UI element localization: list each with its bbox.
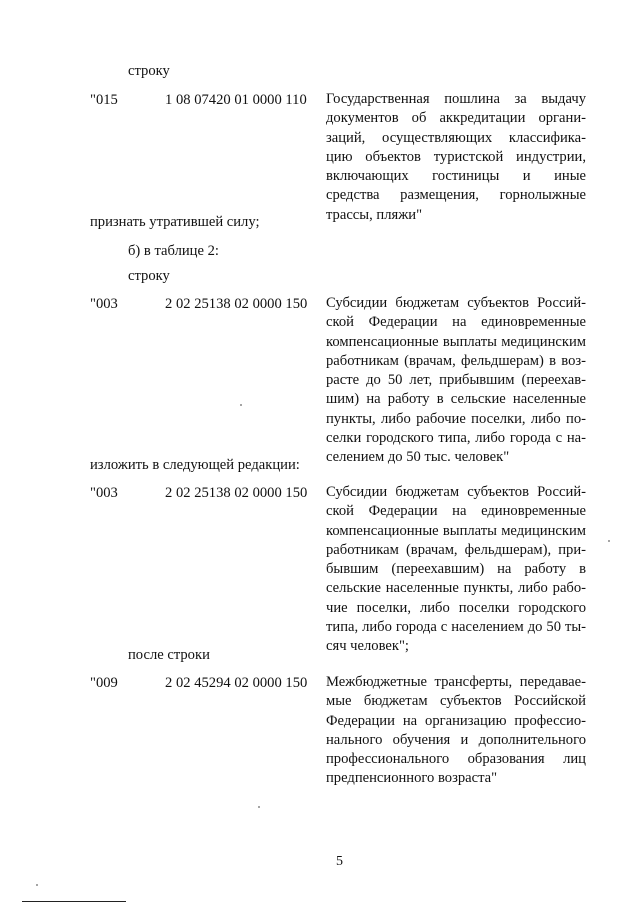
desc-line: Субсидии бюджетам субъектов Россий- bbox=[326, 484, 586, 500]
desc-line: чие поселки, либо поселки городского bbox=[326, 599, 586, 616]
desc-line: компенсационные выплаты медицинским bbox=[326, 522, 586, 539]
row-description bbox=[326, 483, 586, 657]
b-table2-text: б) в таблице 2: bbox=[128, 243, 219, 259]
footer-rule bbox=[22, 901, 126, 902]
desc-line: предпенсионного возраста" bbox=[326, 770, 498, 787]
desc-line: Межбюджетные трансферты, передавае- bbox=[326, 674, 586, 690]
scan-speck bbox=[36, 884, 38, 886]
row-description bbox=[326, 294, 586, 468]
row-kbk: 2 02 25138 02 0000 150 bbox=[165, 485, 308, 501]
desc-line: шим) на работу в сельские населенные bbox=[326, 391, 586, 408]
desc-line: Государственная пошлина за выдачу bbox=[326, 91, 586, 107]
desc-line: Субсидии бюджетам субъектов Россий- bbox=[326, 295, 586, 311]
desc-line: ской Федерации на единовременные bbox=[326, 314, 586, 331]
row-kbk: 2 02 25138 02 0000 150 bbox=[165, 296, 308, 312]
desc-line: заций, осуществляющих классифика- bbox=[326, 129, 586, 146]
desc-line: Федерации на организацию профессио- bbox=[326, 712, 586, 729]
desc-line: типа, либо города с населением до 50 ты- bbox=[326, 619, 586, 636]
row-code: "015 bbox=[90, 92, 118, 108]
desc-line: трассы, пляжи" bbox=[326, 206, 423, 223]
desc-line: селки городского типа, либо города с на- bbox=[326, 430, 586, 447]
desc-line: документов об аккредитации органи- bbox=[326, 110, 586, 127]
desc-line: ской Федерации на единовременные bbox=[326, 503, 586, 520]
scan-speck bbox=[240, 404, 242, 406]
desc-line: сельские населенные пункты, либо рабо- bbox=[326, 580, 586, 597]
desc-line: селением до 50 тыс. человек" bbox=[326, 449, 510, 466]
desc-line: нального обучения и дополнительного bbox=[326, 731, 586, 748]
desc-line: компенсационные выплаты медицинским bbox=[326, 333, 586, 350]
row-code: "003 bbox=[90, 296, 118, 312]
stroku-text: строку bbox=[128, 268, 170, 284]
row-kbk: 2 02 45294 02 0000 150 bbox=[165, 675, 308, 691]
desc-line: сяч человек"; bbox=[326, 638, 409, 655]
intro-stroku: строку bbox=[128, 63, 170, 79]
desc-line: пункты, либо рабочие поселки, либо по- bbox=[326, 410, 586, 427]
desc-line: работникам (врачам, фельдшерам) в воз- bbox=[326, 352, 586, 369]
desc-line: профессионального образования лиц bbox=[326, 751, 586, 768]
desc-line: средства размещения, горнолыжные bbox=[326, 187, 586, 204]
scan-speck bbox=[608, 540, 610, 542]
izlozhit-text: изложить в следующей редакции: bbox=[90, 457, 300, 473]
desc-line: работникам (врачам, фельдшерам), при- bbox=[326, 541, 586, 558]
page-number: 5 bbox=[336, 854, 343, 869]
row-code: "003 bbox=[90, 485, 118, 501]
desc-line: цию объектов туристской индустрии, bbox=[326, 148, 586, 165]
row-kbk: 1 08 07420 01 0000 110 bbox=[165, 92, 307, 108]
row-code: "009 bbox=[90, 675, 118, 691]
scan-speck bbox=[258, 806, 260, 808]
desc-line: мые бюджетам субъектов Российской bbox=[326, 693, 586, 710]
posle-stroki-text: после строки bbox=[128, 647, 210, 663]
desc-line: включающих гостиницы и иные bbox=[326, 168, 586, 185]
priznat-text: признать утратившей силу; bbox=[90, 214, 260, 230]
row-description bbox=[326, 673, 586, 789]
desc-line: бывшим (переехавшим) на работу в bbox=[326, 561, 586, 578]
row-description bbox=[326, 90, 586, 225]
desc-line: расте до 50 лет, прибывшим (переехав- bbox=[326, 372, 586, 389]
